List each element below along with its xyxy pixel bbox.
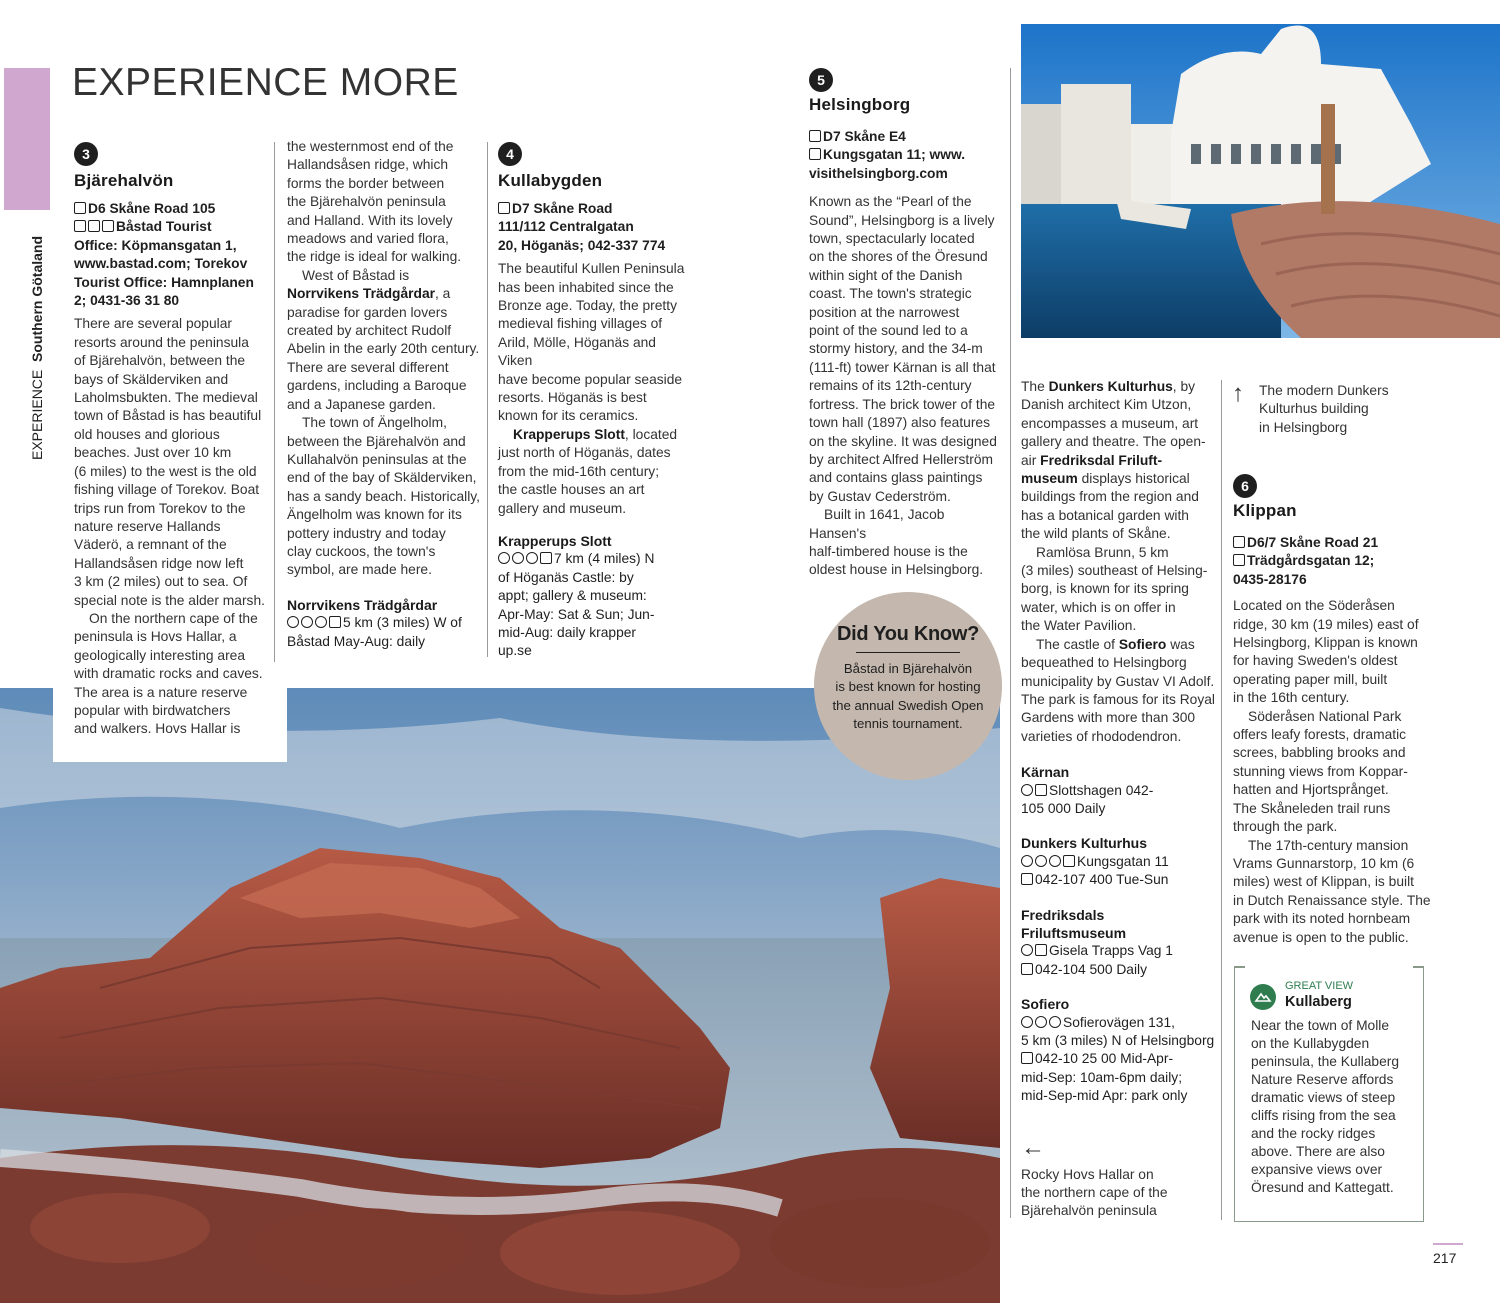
great-view-title: Kullaberg (1285, 994, 1352, 1010)
entry-number: 3 (74, 142, 98, 166)
mountain-icon (1250, 984, 1276, 1010)
column-rule (1221, 380, 1222, 1220)
dunkers-photo (1021, 24, 1500, 338)
park-icon (287, 616, 299, 628)
page-number: 217 (1433, 1250, 1457, 1266)
location-icon (329, 616, 341, 628)
shop-icon (1049, 855, 1061, 867)
entry-body: Known as the “Pearl of the Sound”, Helsingborg is a lively town, spectacularly located on the shores of the Öresund within sight of the Danish coast. The town's strategic position at the narrowest point of the sound led to a stormy history, and the 34-m (111-ft) tower Kärnan is all that remains of its 12th-century fortress. The brick tower of the town hall (1897) also features on the skyline. It was designed by architect Alfred Hellerström and contains glass paintings by Gustav Cederström. Built in 1641, Jacob Hansen's half-timbered house is the oldest house in Helsingborg. (809, 194, 997, 578)
column-rule (1010, 68, 1011, 1218)
great-view-top-left-rule (1235, 966, 1245, 968)
info-icon (809, 148, 821, 160)
cafe-icon (1035, 855, 1047, 867)
section-tab (4, 68, 50, 210)
park-icon (498, 552, 510, 564)
subheading-dunkers: Dunkers Kulturhus (1021, 835, 1148, 852)
entry-body: There are several popular resorts around the peninsula of Bjärehalvön, between the bays of Skälderviken and Laholmsbukten. The medieval town of Båstad is has beautiful old houses and glorious beaches. Just over 10 km (6 miles) to the west is the old fishing village of Torekov. Boat trips run from Torekov to the nature reserve Hallands Väderö, a remnant of the Hallandsåsen ridge now left 3 km (2 miles) out to sea. Of special note is the alder marsh. On the northern cape of the peninsula is Hovs Hallar, a geologically interesting area with dramatic rocks and caves. The area is a nature reserve popular with birdwatchers and walkers. Hovs Hallar is (74, 316, 265, 737)
entry-kullabygden (498, 142, 693, 661)
subheading: Norrvikens Trädgårdar (287, 596, 438, 613)
column-rule (487, 142, 488, 657)
side-tab-section: EXPERIENCE (29, 369, 45, 460)
sub-info: 5 km (3 miles) W of Båstad May-Aug: daily (287, 615, 462, 649)
shop-icon (1049, 1016, 1061, 1028)
subheading-fredriksdals: Fredriksdals Friluftsmuseum (1021, 906, 1127, 941)
entry-body: Located on the Söderåsen ridge, 30 km (19 miles) east of Helsingborg, Klippan is known for having Sweden's oldest operating paper mill, built in the 16th century. Söderåsen National Park offers leafy forests, dramatic screes, babbling brooks and stunning views from Koppar- hatten and Hjortsprånget. The Skåneleden trail runs through the park. The 17th-century mansion Vrams Gunnarstorp, 10 km (6 miles) west of Klippan, is built in Dutch Renaissance style. The park with its noted hornbeam avenue is open to the public. (1233, 598, 1431, 945)
page-title: EXPERIENCE MORE (72, 61, 459, 104)
phone-icon (1021, 1052, 1033, 1064)
entry-heading: Klippan (1233, 501, 1297, 520)
did-you-know-underline (856, 652, 960, 653)
did-you-know-bubble (814, 592, 1002, 780)
entry-info: D6/7 Skåne Road 21 Trädgårdsgatan 12; 0435-28176 (1233, 535, 1379, 587)
hovs-hallar-photo (0, 688, 1000, 1303)
sub-info: 7 km (4 miles) N of Höganäs Castle: by appt; gallery & museum: Apr-May: Sat & Sun; Jun- mid-Aug: daily krapper up.se (498, 551, 655, 659)
side-tab-region: Southern Götaland (29, 235, 45, 362)
map-ref-icon (1233, 536, 1245, 548)
cafe-icon (512, 552, 524, 564)
location-icon (1035, 944, 1047, 956)
great-view-label: GREAT VIEW (1285, 980, 1354, 992)
phone-icon (1021, 963, 1033, 975)
park-icon (1021, 855, 1033, 867)
entry-heading: Bjärehalvön (74, 171, 174, 190)
entry-helsingborg (809, 68, 1005, 580)
arrow-up-icon: ↑ (1232, 380, 1244, 407)
rocky-coast-image (0, 688, 1000, 1303)
column-2: the westernmost end of the Hallandsåsen ridge, which forms the border between the Bjärehalvön peninsula and Halland. With its lovely meadows and varied flora, the ridge is ideal for walking. West of Båstad is Norrvikens Trädgårdar, a paradise for garden lovers created by architect Rudolf Abelin in the early 20th century. There are several different gardens, including a Baroque and a Japanese garden. The town of Ängelholm, between the Bjärehalvön and Kullahalvön peninsulas at the end of the bay of Skälderviken, has a sandy beach. Historically, Ängelholm was known for its pottery industry and today clay cuckoos, the town's symbol, are made here. Norrvikens Trädgårdar 5 km (3 miles) W of Båstad May-Aug: daily (287, 138, 482, 651)
subheading-sofiero: Sofiero (1021, 996, 1070, 1013)
shop-icon (315, 616, 327, 628)
photo-caption-rocks: Rocky Hovs Hallar on the northern cape of the Bjärehalvön peninsula (1021, 1166, 1168, 1219)
location-icon (1063, 855, 1075, 867)
entry-info: D7 Skåne E4 Kungsgatan 11; www. visithelsingborg.com (809, 129, 966, 181)
entry-number: 4 (498, 142, 522, 166)
map-ref-icon (74, 202, 86, 214)
park-icon (1021, 784, 1033, 796)
column-5: The Dunkers Kulturhus, by Danish architect Kim Utzon, encompasses a museum, art gallery and theatre. The open- air Fredriksdal Friluft- museum displays historical buildings from the region and has a botanical garden with the wild plants of Skåne. Ramlösa Brunn, 5 km (3 miles) southeast of Helsing- borg, is known for its spring water, which is on offer in the Water Pavilion. The castle of Sofiero was bequeathed to Helsingborg municipality by Gustav VI Adolf. The park is famous for its Royal Gardens with more than 300 varieties of rhododendron. Kärnan Slottshagen 042- 105 000 Daily Dunkers Kulturhus Kungsgatan 11 042-107 400 Tue-Sun Fredriksdals Friluftsmuseum Gisela Trapps Vag 1 042-104 500 Daily Sofiero Sofierovägen 131, 5 km (3 miles) N of Helsingborg 042-10 25 00 Mid-Apr- mid-Sep: 10am-6pm daily; mid-Sep-mid Apr: park only ← Rocky Hovs Hallar on the northern cape of the Bjärehalvön peninsula (1021, 378, 1216, 1221)
column-rule (274, 142, 275, 662)
location-icon (540, 552, 552, 564)
entry-body: The beautiful Kullen Peninsula has been inhabited since the Bronze age. Today, the pretty medieval fishing villages of Arild, Mölle, Höganäs and Viken have become popular seaside resorts. Höganäs is best known for its ceramics. Krapperups Slott, located just north of Höganäs, dates from the mid-16th century; the castle houses an art gallery and museum. (498, 261, 685, 516)
great-view-text: Near the town of Molle on the Kullabygden peninsula, the Kullaberg Nature Reserve affords dramatic views of steep cliffs rising from the sea and the rocky ridges above. There are also expansive views over Öresund and Kattegatt. (1251, 1018, 1400, 1195)
harbour-building-image (1021, 24, 1500, 338)
entry-bjarehalvon (74, 142, 270, 739)
side-tab-label (28, 236, 46, 460)
photo-caption-top: ↑ The modern Dunkers Kulturhus building in Helsingborg (1232, 380, 1389, 435)
park-icon (1021, 1016, 1033, 1028)
park-icon (1021, 944, 1033, 956)
entry-number: 5 (809, 68, 833, 92)
entry-heading: Helsingborg (809, 95, 911, 114)
did-you-know-text: Båstad in Bjärehalvön is best known for hosting the annual Swedish Open tennis tournament. (832, 661, 984, 732)
page-number-rule (1433, 1243, 1463, 1245)
cafe-icon (301, 616, 313, 628)
entry-number: 6 (1233, 474, 1257, 498)
info-icon (102, 220, 114, 232)
entry-klippan (1233, 474, 1433, 947)
subheading: Krapperups Slott (498, 532, 612, 549)
train-icon (74, 220, 86, 232)
did-you-know-title: Did You Know? (836, 623, 979, 645)
great-view-box (1234, 966, 1424, 1222)
info-icon (1233, 554, 1245, 566)
subheading-karnan: Kärnan (1021, 764, 1070, 781)
great-view-top-right-rule (1413, 966, 1423, 968)
arrow-left-icon: ← (1021, 1133, 1045, 1161)
location-icon (1035, 784, 1047, 796)
entry-info: D6 Skåne Road 105 Båstad Tourist Office: Köpmansgatan 1, www.bastad.com; Torekov Tourist Office: Hamnplanen 2; 0431-36 31 80 (74, 201, 254, 309)
map-ref-icon (809, 130, 821, 142)
entry-info: D7 Skåne Road 111/112 Centralgatan 20, Höganäs; 042-337 774 (498, 201, 666, 253)
map-ref-icon (498, 202, 510, 214)
phone-icon (1021, 873, 1033, 885)
shop-icon (526, 552, 538, 564)
bus-icon (88, 220, 100, 232)
entry-heading: Kullabygden (498, 171, 603, 190)
cafe-icon (1035, 1016, 1047, 1028)
